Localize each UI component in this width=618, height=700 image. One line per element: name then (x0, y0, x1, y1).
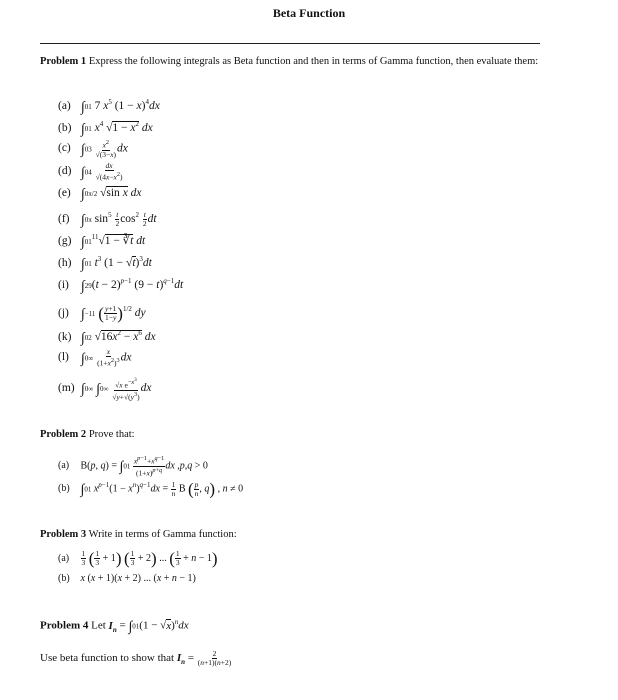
item-label: (f) (58, 212, 70, 225)
problem-1-item-e: (e) ∫0π/2 √sin x dx (58, 187, 142, 202)
item-label: (k) (58, 330, 72, 343)
problem-4-header: Problem 4 Let $I_n = \int 01(1 - √x)^ndx$ (40, 618, 189, 635)
problem-4-label: Problem 4 (40, 619, 89, 632)
problem-2-label: Problem 2 (40, 429, 87, 440)
problem-4-line2-text: Use beta function to show that (40, 652, 175, 665)
item-label: (j) (58, 306, 69, 319)
problem-1-item-b: (b) ∫01 $x^4$ $√1 - x^2$ dx (58, 120, 153, 137)
problem-1-item-g: (g) $\int 01^{11}√1$ − ∛t dt (58, 233, 146, 250)
problem-1-item-i: (i) $\int 29(t - 2)^{p-1}$ $(9 - t)^{q-1}dt$ (58, 277, 184, 294)
problem-1-item-h: (h) ∫01 $t^3$ $(1 - √t)^3dt$ (58, 255, 152, 272)
item-label: (l) (58, 351, 69, 364)
page-title: Beta Function (272, 6, 346, 20)
item-label: (b) (58, 483, 70, 495)
problem-4-line-2: Use beta function to show that $I_n$ = $\frac{2}{(n+1)(n+2)}$ (40, 649, 232, 667)
problem-1-item-a: (a) ∫01 7 $x^5$ $(1 - x)^4dx$ (58, 98, 160, 115)
problem-2-text: Prove that: (88, 429, 135, 440)
problem-3-item-b: (b) x (x + 1)(x + 2) ... (x + n − 1) (58, 573, 196, 584)
problem-3-text: Write in terms of Gamma function: (88, 529, 237, 540)
problem-1-item-d: (d) ∫04 $\frac{dx}{√(4x-x^2)}$ (58, 161, 123, 182)
item-label: (e) (58, 187, 71, 199)
item-label: (m) (58, 382, 75, 395)
problem-1-text: Express the following integrals as Beta function and then in terms of Gamma function, then evaluate them: (88, 56, 539, 67)
problem-3-item-a: (a) $\frac{1}{3}$ ( $\frac{1}{3}$ + 1) ( $\frac{1}{3}$ + 2) ... ( $\frac{1}{3}$ + n − 1) (58, 548, 218, 568)
item-label: (a) (58, 552, 70, 564)
item-label: (a) (58, 460, 70, 472)
item-label: (b) (58, 573, 70, 584)
item-label: (d) (58, 165, 72, 178)
problem-1-item-j: (j) ∫−11 ( $\frac{y+1}{1-y}$ )$^{1/2}$ dy (58, 303, 146, 323)
problem-1-item-l: (l) ∫0∞ $\frac{x}{(1+x^2)^3}$ dx (58, 347, 132, 368)
item-label: (h) (58, 256, 72, 269)
problem-1-item-c: (c) ∫03 $\frac{x^2}{√(3-x)}$ dx (58, 139, 128, 159)
item-label: (b) (58, 121, 72, 134)
problem-3-label: Problem 3 (40, 529, 87, 540)
item-label: (c) (58, 142, 71, 155)
item-label: (g) (58, 234, 72, 247)
problem-2-item-a: (a) B(p, q) = ∫01 $\frac{x^{p-1}+x^{q-1}}{(1+x)^{p+q}}$ dx ,p,q > 0 (58, 455, 208, 477)
problem-1-label: Problem 1 (40, 56, 87, 67)
problem-2-header (40, 428, 555, 442)
item-label: (a) (58, 99, 71, 112)
problem-1-item-k: (k) ∫02 $√16x^2 - x^6$ dx (58, 329, 156, 346)
problem-1-item-m: (m) ∫0∞ ∫0∞ $\frac{√x e^{-x^3}}{√y+√(y^3)}$ dx (58, 377, 152, 402)
title-divider (40, 43, 540, 44)
item-label: (i) (58, 278, 69, 291)
problem-1-header (40, 55, 555, 69)
problem-1-item-f: (f) ∫0π $\sin^5$ $\frac{t}{2}$ $\cos^2$ $\frac{t}{2}$ dt (58, 209, 157, 228)
problem-2-item-b: (b) ∫01 $x^{p-1}(1 - x^n)^{q-1}dx$ = $\frac{1}{n}$ B ( $\frac{p}{n}$ , q) , n ≠ 0 (58, 479, 244, 499)
problem-3-header (40, 528, 555, 542)
problem-4-text: Let (91, 619, 106, 632)
